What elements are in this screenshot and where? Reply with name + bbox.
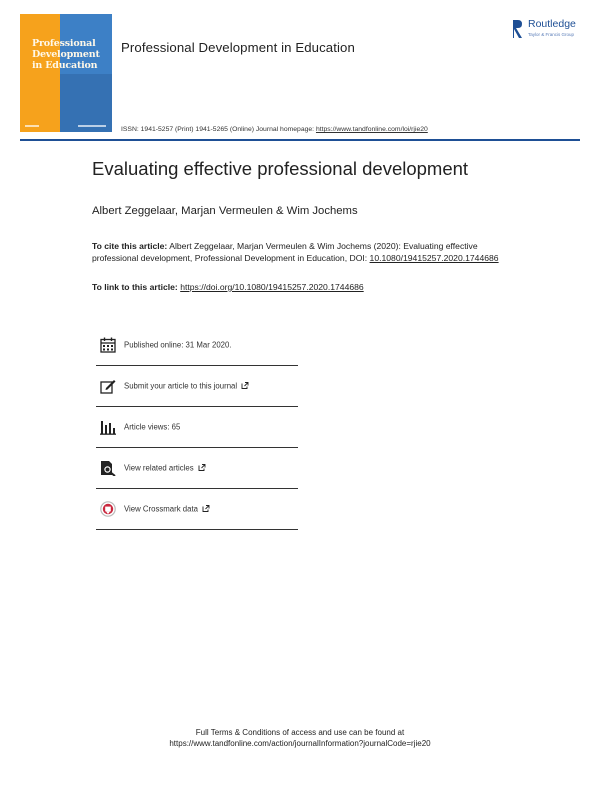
citation-text: Albert Zeggelaar, Marjan Vermeulen & Wim Jochems (2020): Evaluating effective professional development, Professional Development in Education, DOI: <box>92 241 478 263</box>
citation-block <box>92 240 512 264</box>
bar-chart-icon <box>100 419 116 435</box>
article-views-text: Article views: 65 <box>124 422 181 432</box>
terms-footer <box>0 727 600 749</box>
publisher-name: Routledge <box>528 18 576 30</box>
crossmark-icon <box>100 501 116 517</box>
published-online-text: Published online: 31 Mar 2020. <box>124 340 232 350</box>
article-link-label: To link to this article: <box>92 282 181 292</box>
article-title: Evaluating effective professional development <box>92 158 469 179</box>
edit-icon <box>100 378 116 394</box>
issn-text: ISSN: 1941-5257 (Print) 1941-5265 (Online) Journal homepage: <box>121 126 316 133</box>
external-link-icon <box>198 464 206 472</box>
article-info-list <box>96 325 298 530</box>
cover-footer-mark <box>78 125 106 127</box>
journal-name: Professional Development in Education <box>121 40 355 55</box>
cover-title <box>32 38 112 71</box>
related-articles-label: View related articles <box>124 463 194 473</box>
cover-title-line: Development <box>32 49 100 60</box>
related-articles-link[interactable] <box>124 464 206 473</box>
article-doi-link[interactable]: https://doi.org/10.1080/19415257.2020.1744686 <box>180 282 364 292</box>
article-views-row <box>96 407 298 448</box>
external-link-icon <box>241 382 249 390</box>
routledge-r-icon <box>512 18 524 40</box>
cover-title-line: Professional <box>32 38 96 49</box>
published-online-row <box>96 325 298 366</box>
header-divider <box>20 139 580 141</box>
terms-text: Full Terms & Conditions of access and use can be found at <box>195 728 405 737</box>
cover-blue-panel-lower <box>60 74 112 132</box>
crossmark-label: View Crossmark data <box>124 504 198 514</box>
article-link-block <box>92 282 364 292</box>
submit-article-row[interactable] <box>96 366 298 407</box>
external-link-icon <box>202 505 210 513</box>
search-document-icon <box>100 460 116 476</box>
cover-logo-mark <box>25 125 39 127</box>
issn-line <box>121 126 428 133</box>
calendar-icon <box>100 337 116 353</box>
publisher-group: Taylor & Francis Group <box>528 32 575 37</box>
crossmark-link[interactable] <box>124 505 210 514</box>
related-articles-row[interactable] <box>96 448 298 489</box>
publisher-logo[interactable] <box>512 18 592 44</box>
terms-link[interactable]: https://www.tandfonline.com/action/journalInformation?journalCode=rjie20 <box>169 739 431 748</box>
citation-doi[interactable]: 10.1080/19415257.2020.1744686 <box>369 253 499 263</box>
journal-cover-thumbnail <box>20 14 112 132</box>
article-authors: Albert Zeggelaar, Marjan Vermeulen & Wim Jochems <box>92 205 358 217</box>
citation-label: To cite this article: <box>92 241 168 251</box>
crossmark-row[interactable] <box>96 489 298 530</box>
submit-article-label: Submit your article to this journal <box>124 381 238 391</box>
submit-article-link[interactable] <box>124 382 249 391</box>
journal-homepage-link[interactable]: https://www.tandfonline.com/loi/rjie20 <box>315 126 428 133</box>
cover-title-line: in Education <box>32 60 98 71</box>
